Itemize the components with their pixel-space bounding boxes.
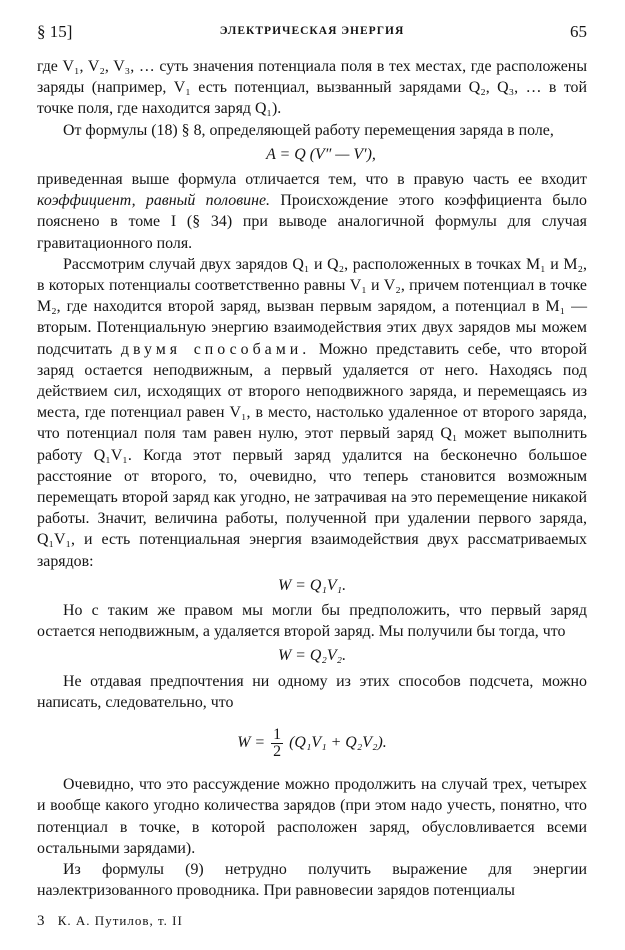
paragraph-3-emphasis: коэффициент, равный половине. xyxy=(37,192,270,210)
paragraph-4 xyxy=(37,254,587,572)
paragraph-3-end: Происхождение этого коэффициента было пояснено в томе I (§ 34) при выводе аналогичной формулы для случая гравитационного поля. xyxy=(37,192,587,252)
paragraph-6: Не отдавая предпочтения ни одному из этих способов подсчета, можно написать, следовательно, что xyxy=(37,672,587,711)
fraction-numerator: 1 xyxy=(273,726,282,744)
equation-energy-second-text: W = Q₂V₂. xyxy=(277,647,347,665)
section-reference: § 15] xyxy=(37,22,73,41)
paragraph-3-start: приведенная выше формула отличается тем, что в правую часть ее входит xyxy=(37,171,587,189)
paragraph-3 xyxy=(37,169,587,254)
paragraph-1: где V₁, V₂, V₃, … суть значения потенциала поля в тех местах, где расположены заряды (например, V₁ есть потенциал, вызванный зарядами Q₂, Q₃, … в той точке поля, где находится заряд Q₁). xyxy=(37,58,587,118)
paragraph-8: Из формулы (9) нетрудно получить выражение для энергии наэлектризованного проводника. При равновесии зарядов потенциалы xyxy=(37,860,587,900)
paragraph-4-start: Рассмотрим случай двух зарядов Q₁ и Q₂, расположенных в точках M₁ и M₂, в которых потенциалы соответственно равны V₁ и V₂, причем потенциал в точке M₂, где находится второй заряд, вызван первым зарядом, а потенциал в M₁ — вторым. Потенциальную энергию взаимодействия этих двух зарядов мы можем подсчитать xyxy=(37,255,587,358)
fraction-denominator: 2 xyxy=(273,743,282,761)
author-volume-signature: К. А. Путилов, т. II xyxy=(57,913,183,928)
paragraph-5: Но с таким же правом мы могли бы предположить, что первый заряд остается неподвижным, а удаляется второй заряд. Мы получили бы тогда, что xyxy=(37,602,587,641)
paragraph-7: Очевидно, что это рассуждение можно продолжить на случай трех, четырех и вообще какого угодно количества зарядов (при этом надо учесть, понятно, что потенциал в точке, в которой расположен заряд, обусловливается всеми остальными зарядами). xyxy=(37,776,587,857)
running-title: ЭЛЕКТРИЧЕСКАЯ ЭНЕРГИЯ xyxy=(219,25,405,37)
paragraph-2: От формулы (18) § 8, определяющей работу перемещения заряда в поле, xyxy=(63,121,554,139)
page-number: 65 xyxy=(570,22,587,41)
equation-energy-second xyxy=(37,645,587,666)
equation-work xyxy=(37,144,587,165)
equation-energy-average xyxy=(37,727,587,760)
equation-average-right: (Q₁V₁ + Q₂V₂). xyxy=(289,734,387,752)
running-header xyxy=(37,22,587,42)
fraction-one-half xyxy=(271,727,283,760)
page-body xyxy=(37,56,587,901)
equation-energy-first xyxy=(37,575,587,596)
equation-energy-first-text: W = Q₁V₁. xyxy=(277,576,347,594)
paragraph-4-end: Можно представить себе, что второй заряд остается неподвижным, а первый удаляется от него. Находясь под действием сил, исходящих от второго неподвижного заряда, и перемещаясь из места, где потенциал равен V₁, в место, настолько удаленное от второго заряда, что потенциал поля там равен нулю, этот первый заряд Q₁ может выполнить работу Q₁V₁. Когда этот первый заряд удалится на бесконечно большое расстояние от второго, то, очевидно, что теперь становится возможным перемещать второй заряд как угодно, не затрачивая на это перемещение никакой работы. Значит, величина работы, полученной при удалении первого заряда, Q₁V₁, и есть потенциальная энергия взаимодействия двух рассматриваемых зарядов: xyxy=(37,340,587,570)
sheet-signature-number: 3 xyxy=(37,913,45,929)
equation-average-left: W = xyxy=(237,734,266,752)
page-footer xyxy=(37,913,183,930)
equation-work-text: A = Q (V″ — V′), xyxy=(266,145,376,163)
paragraph-4-spaced-phrase: двумя способами. xyxy=(120,340,311,358)
